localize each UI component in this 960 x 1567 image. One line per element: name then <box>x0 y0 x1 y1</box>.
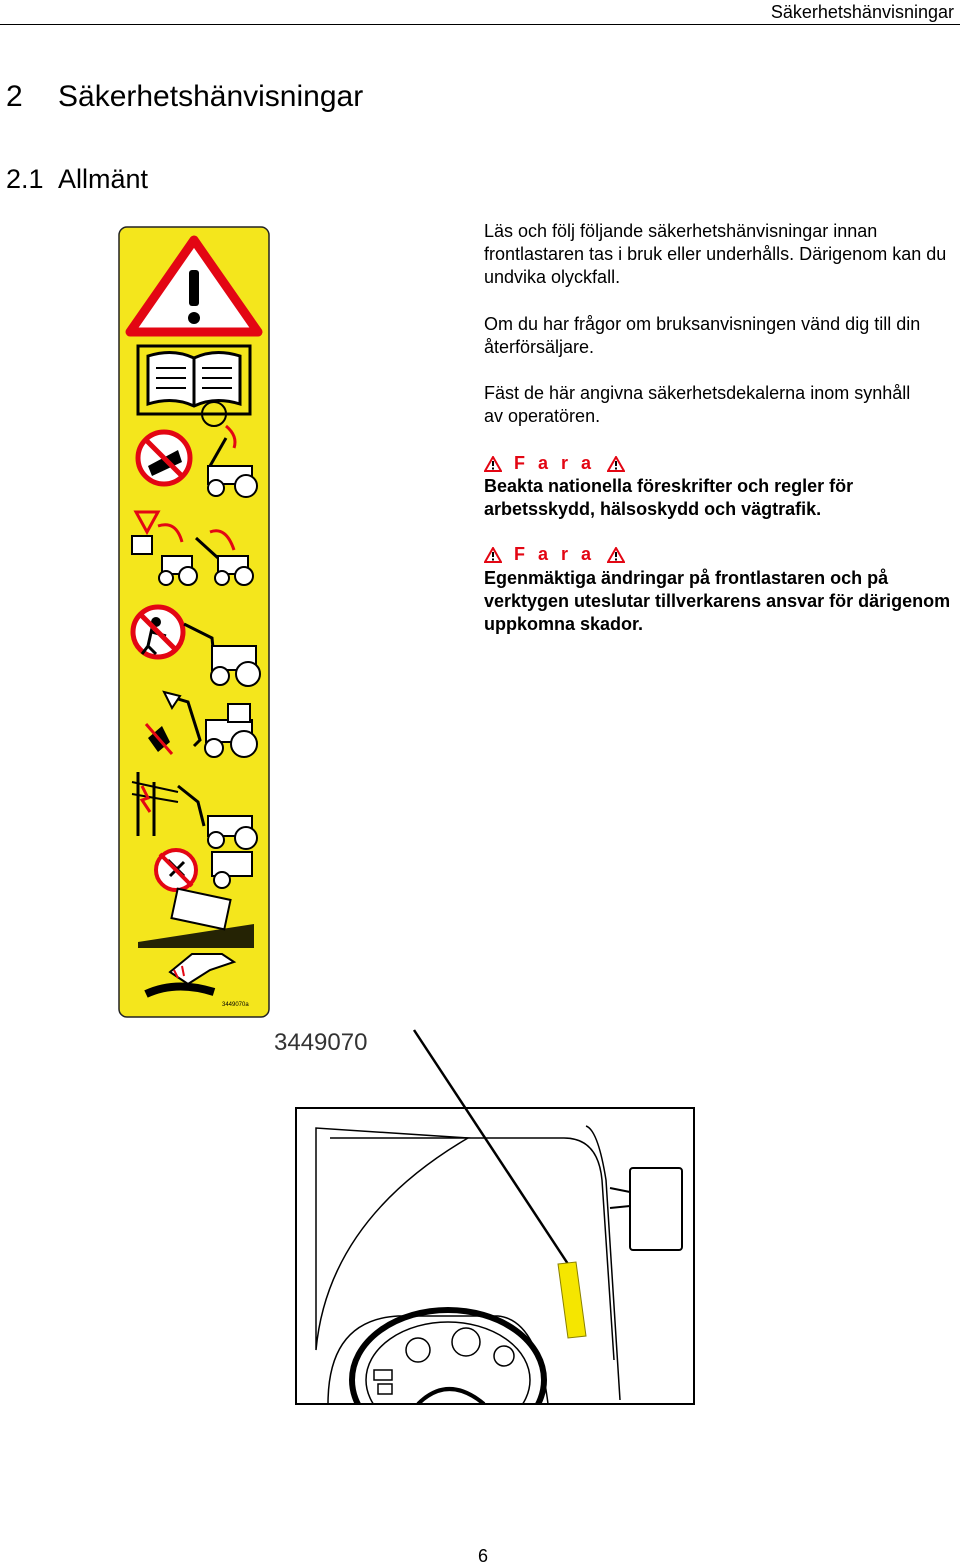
paragraph-decals-line2: av operatören. <box>484 406 601 426</box>
danger-label-1: F a r a <box>514 453 596 473</box>
subsection-heading <box>6 164 148 195</box>
section-heading <box>6 80 363 114</box>
section-title: Säkerhetshänvisningar <box>58 80 364 113</box>
danger-heading-1 <box>484 452 637 475</box>
subsection-title: Allmänt <box>58 164 149 194</box>
cab-decal-placement-figure <box>268 1020 698 1405</box>
paragraph-read-instructions: Läs och följ följande säkerhetshänvisningar innan frontlastaren tas i bruk eller underhålls. Därigenom kan du undvika olyckfall. <box>484 221 947 287</box>
page-number: 6 <box>478 1546 489 1566</box>
warning-icon <box>484 456 502 472</box>
decal-sticker-marker <box>558 1262 586 1338</box>
danger-text-1: Beakta nationella föreskrifter och regler för arbetsskydd, hälsoskydd och vägtrafik. <box>484 476 854 519</box>
manual-book-icon <box>138 346 250 414</box>
warning-icon <box>607 547 625 563</box>
running-header: Säkerhetshänvisningar <box>770 2 954 22</box>
figure-label: 3449070 <box>274 1029 368 1056</box>
paragraph-decals <box>484 382 910 428</box>
header-rule <box>0 24 960 25</box>
warning-icon <box>484 547 502 563</box>
paragraph-questions: Om du har frågor om bruksanvisningen vänd dig till din återförsäljare. <box>484 314 921 357</box>
subsection-number: 2.1 <box>6 164 44 194</box>
section-number: 2 <box>6 80 23 113</box>
warning-icon <box>607 456 625 472</box>
danger-text-2: Egenmäktiga ändringar på frontlastaren och på verktygen uteslutar tillverkarens ansvar för därigenom uppkomna skador. <box>484 568 951 634</box>
paragraph-decals-line1: Fäst de här angivna säkerhetsdekalerna inom synhåll <box>484 383 911 403</box>
danger-label-2: F a r a <box>514 544 596 564</box>
danger-heading-2 <box>484 543 637 566</box>
safety-decal-image <box>118 226 270 1018</box>
decal-code: 3449070a <box>222 1002 249 1008</box>
